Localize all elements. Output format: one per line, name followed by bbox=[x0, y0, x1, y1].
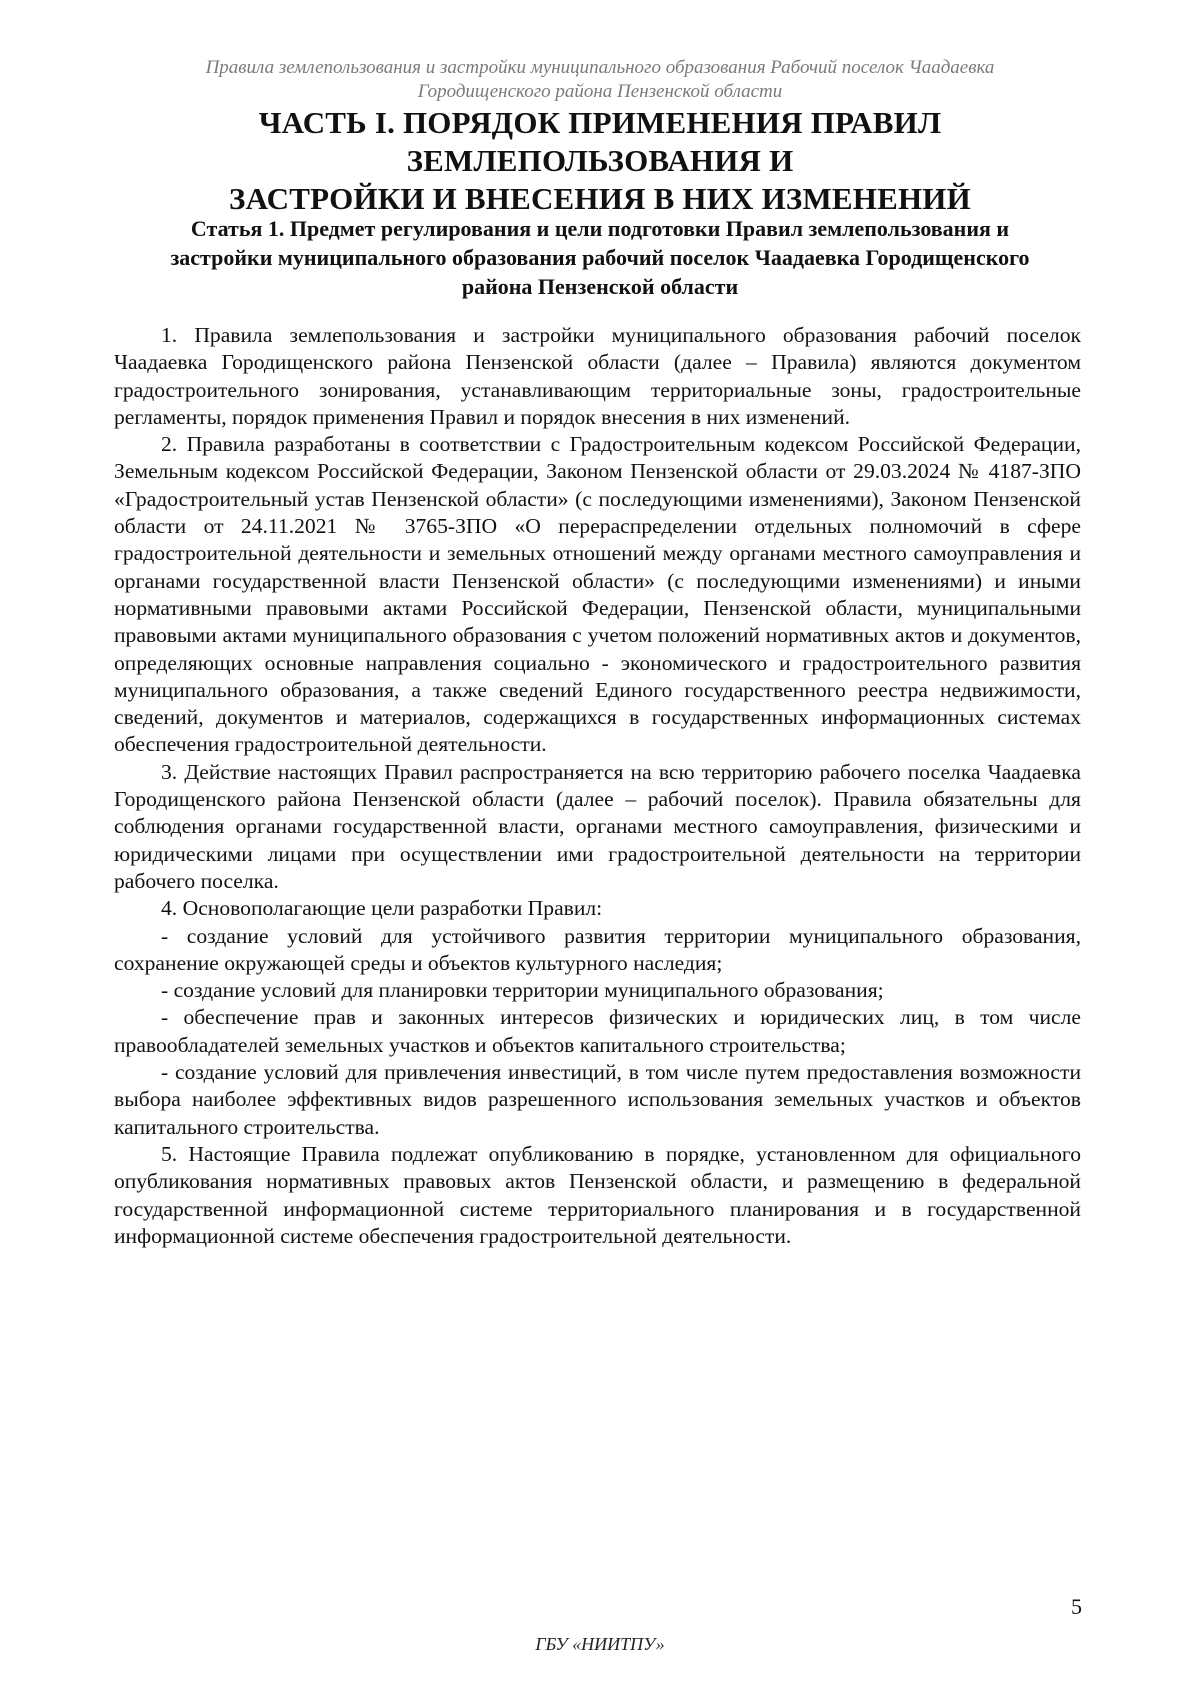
running-header-line-1: Правила землепользования и застройки муниципального образования Рабочий поселок Чаадаевка bbox=[205, 57, 995, 78]
article-title-line-3: района Пензенской области bbox=[461, 274, 739, 299]
running-header-line-2: Городищенского района Пензенской области bbox=[417, 81, 783, 102]
paragraph-5: 5. Настоящие Правила подлежат опубликованию в порядке, установленном для официального опубликования нормативных правовых актов Пензенской области, и размещению в федеральной государственной информационной системе территориального планирования и в государственной информационной системе обеспечения градостроительной деятельности. bbox=[114, 1141, 1081, 1248]
list-item-goal-3: - обеспечение прав и законных интересов физических и юридических лиц, в том числе правообладателей земельных участков и объектов капитального строительства; bbox=[114, 1005, 1081, 1057]
list-item-goal-4: - создание условий для привлечения инвестиций, в том числе путем предоставления возможности выбора наиболее эффективных видов разрешенного использования земельных участков и объектов капитального строительства. bbox=[114, 1060, 1081, 1139]
paragraph-3: 3. Действие настоящих Правил распространяется на всю территорию рабочего поселка Чаадаевка Городищенского района Пензенской области (далее – рабочий поселок). Правила обязательны для соблюдения органами государственной власти, органами местного самоуправления, физическими и юридическими лицами при осуществлении ими градостроительной деятельности на территории рабочего поселка. bbox=[114, 759, 1081, 893]
article-title-line-1: Статья 1. Предмет регулирования и цели подготовки Правил землепользования и bbox=[190, 216, 1010, 241]
part-title-line-2: ЗАСТРОЙКИ И ВНЕСЕНИЯ В НИХ ИЗМЕНЕНИЙ bbox=[229, 181, 971, 216]
paragraph-2: 2. Правила разработаны в соответствии с Градостроительным кодексом Российской Федерации, Земельным кодексом Российской Федерации, Законом Пензенской области от 29.03.2024 № 4187-ЗПО «Градостроительный устав Пензенской области» (с последующими изменениями), Законом Пензенской области от 24.11.2021 № 3765-ЗПО «О перераспределении отдельных полномочий в сфере градостроительной деятельности и земельных отношений между органами местного самоуправления и органами государственной власти Пензенской области» (с последующими изменениями) и иными нормативными правовыми актами Российской Федерации, Пензенской области, муниципальными правовыми актами муниципального образования с учетом положений нормативных актов и документов, определяющих основные направления социально - экономического и градостроительного развития муниципального образования, а также сведений Единого государственного реестра недвижимости, сведений, документов и материалов, содержащихся в государственных информационных системах обеспечения градостроительной деятельности. bbox=[114, 432, 1081, 757]
part-title-line-1: ЧАСТЬ I. ПОРЯДОК ПРИМЕНЕНИЯ ПРАВИЛ ЗЕМЛЕПОЛЬЗОВАНИЯ И bbox=[258, 105, 942, 178]
article-title-line-2: застройки муниципального образования рабочий поселок Чаадаевка Городищенского bbox=[170, 245, 1030, 270]
footer-organization: ГБУ «НИИТПУ» bbox=[535, 1634, 665, 1654]
paragraph-1: 1. Правила землепользования и застройки муниципального образования рабочий поселок Чаадаевка Городищенского района Пензенской области (далее – Правила) являются документом градостроительного зонирования, устанавливающим территориальные зоны, градостроительные регламенты, порядок применения Правил и порядок внесения в них изменений. bbox=[114, 323, 1081, 429]
page-number: 5 bbox=[1071, 1594, 1082, 1619]
article-title bbox=[140, 214, 1060, 301]
article-body bbox=[114, 322, 1081, 1250]
part-title bbox=[120, 104, 1080, 218]
list-item-goal-2: - создание условий для планировки территории муниципального образования; bbox=[161, 978, 884, 1003]
list-item-goal-1: - создание условий для устойчивого развития территории муниципального образования, сохранение окружающей среды и объектов культурного наследия; bbox=[114, 923, 1081, 975]
running-header bbox=[150, 56, 1050, 104]
paragraph-4: 4. Основополагающие цели разработки Правил: bbox=[161, 896, 603, 921]
